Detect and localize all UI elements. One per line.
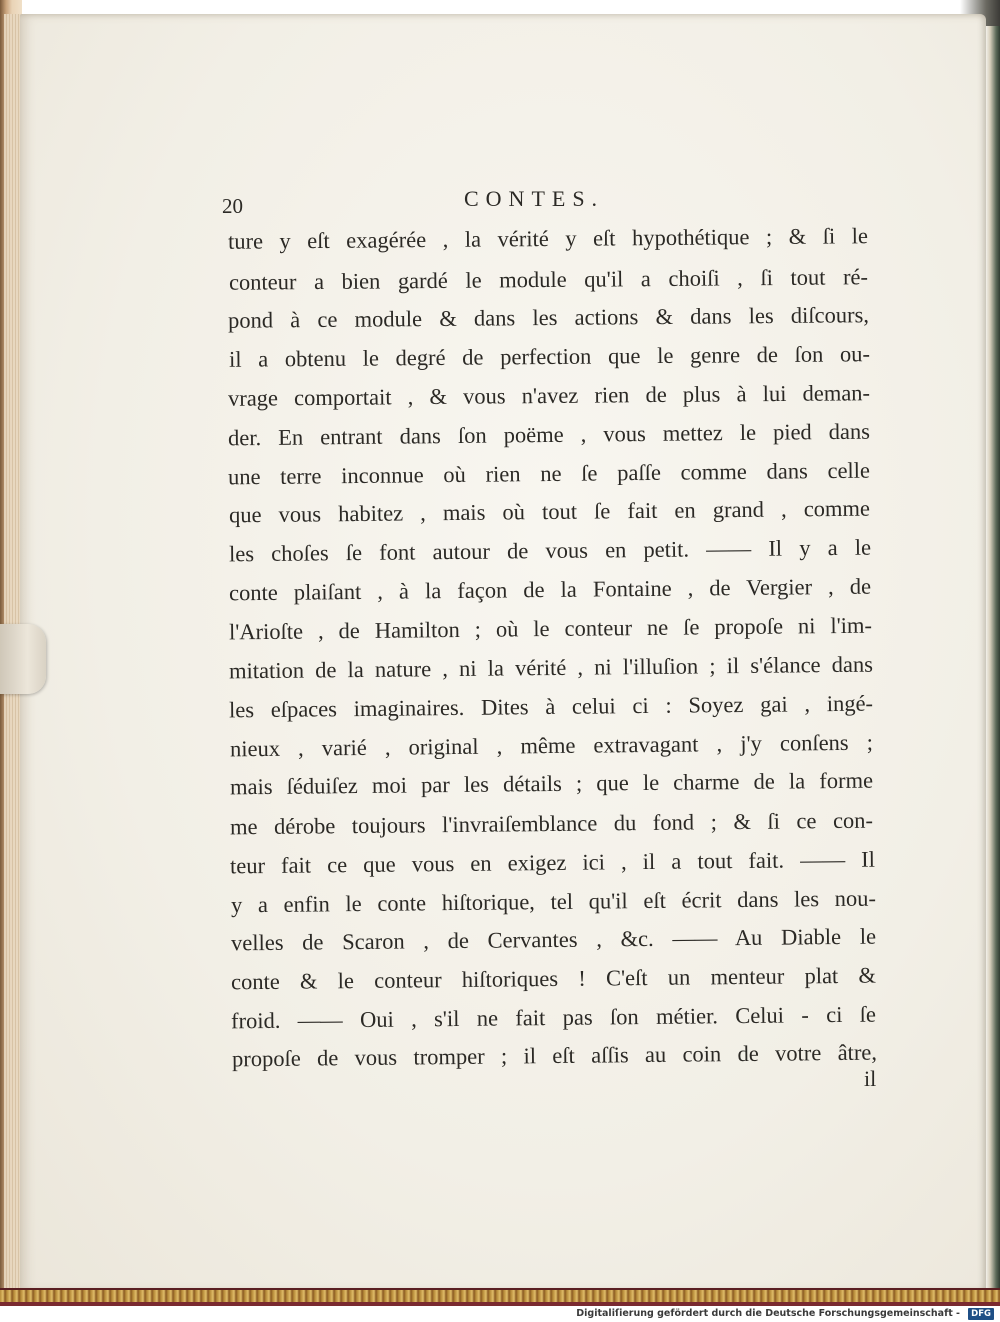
text-line: pond à ce module & dans les actions & dans les diſcours, <box>227 302 870 333</box>
page-number: 20 <box>222 194 243 218</box>
text-line: il a obtenu le degré de perfection que le genre de ſon ou- <box>228 341 871 372</box>
digitization-footer <box>0 1306 1000 1322</box>
text-line: une terre inconnue où rien ne ſe paſſe comme dans celle <box>227 457 871 490</box>
text-line: l'Arioſte , de Hamilton ; où le conteur ne ſe propoſe ni l'im- <box>228 612 873 645</box>
text-line: me dérobe toujours l'invraiſemblance du fond ; & ſi ce con- <box>229 807 874 840</box>
text-line: der. En entrant dans ſon poëme , vous mettez le pied dans <box>227 418 871 451</box>
text-line: les choſes ſe font autour de vous en petit. —— Il y a le <box>228 534 872 567</box>
text-line: conteur a bien gardé le module qu'il a choiſi , ſi tout ré- <box>228 264 869 295</box>
text-line: conte plaiſant , à la façon de la Fontaine , de Vergier , de <box>228 573 872 606</box>
running-head <box>0 186 1000 216</box>
text-line: les eſpaces imaginaires. Dites à celui ci : Soyez gai , ingé- <box>228 690 874 723</box>
text-line: y a enfin le conte hiſtorique, tel qu'il eſt écrit dans les nou- <box>230 885 877 918</box>
text-line: que vous habitez , mais où tout ſe fait en grand , comme <box>228 495 871 528</box>
text-line: propoſe de vous tromper ; il eſt aſſis au coin de votre âtre, <box>231 1039 878 1072</box>
catchword: il <box>864 1066 877 1091</box>
bookmark-tab <box>0 624 46 694</box>
text-line: nieux , varié , original , même extravagant , j'y conſens ; <box>229 729 874 762</box>
text-line: vrage comportait , & vous n'avez rien de plus à lui deman- <box>227 380 871 411</box>
text-line: mais ſéduiſez moi par les détails ; que le charme de la forme <box>229 767 874 800</box>
text-line: velles de Scaron , de Cervantes , &c. —— Au Diable le <box>230 923 877 956</box>
funding-credit: Digitaliſierung gefördert durch die Deutsche Forschungsgemeinschaft - <box>576 1308 960 1319</box>
running-title: CONTES. <box>464 186 605 211</box>
text-line: ture y eſt exagérée , la vérité y eſt hypothétique ; & ſi le <box>227 223 869 254</box>
dfg-logo: DFG <box>968 1308 994 1320</box>
text-line: conte & le conteur hiſtoriques ! C'eſt un menteur plat & <box>230 962 877 995</box>
text-line: froid. —— Oui , s'il ne fait pas ſon métier. Celui - ci ſe <box>230 1001 877 1034</box>
text-line: teur fait ce que vous en exigez ici , il a tout fait. —— Il <box>229 846 876 879</box>
text-line: mitation de la nature , ni la vérité , ni l'illuſion ; il s'élance dans <box>228 651 874 684</box>
